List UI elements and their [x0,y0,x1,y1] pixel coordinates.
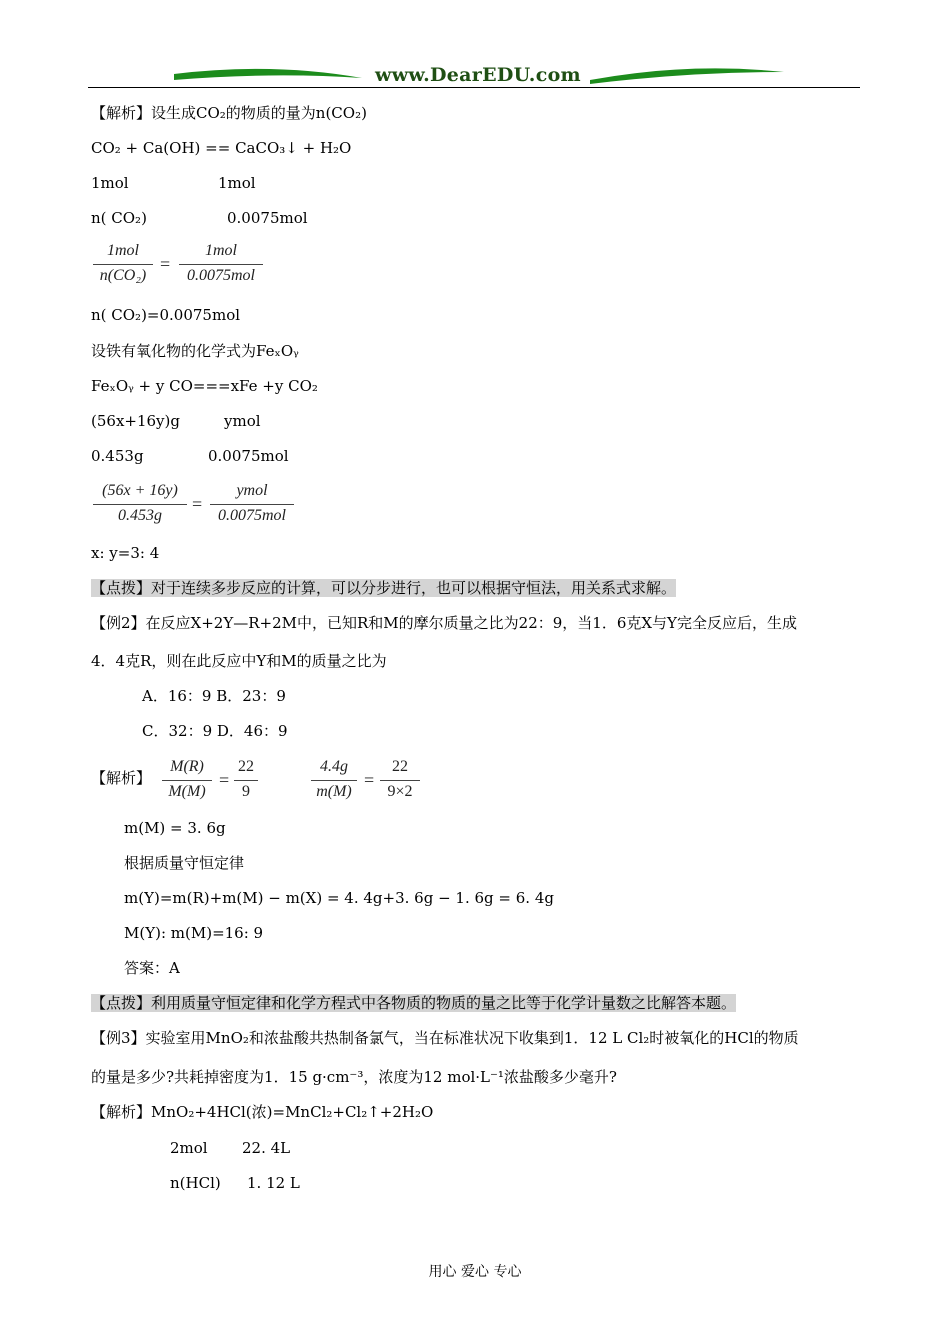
line-mol-b: 1mol [218,174,256,192]
fraction-2-equals: = [192,494,203,514]
fraction-3-den-1: M(M) [168,783,206,800]
fraction-1-num-1: 1mol [107,242,139,259]
line-ratio-result: x: y=3: 4 [91,544,160,562]
example-3-line-2: 的量是多少?共耗掉密度为1．15 g·cm⁻³，浓度为12 mol·L⁻¹浓盐酸多少毫升? [91,1068,617,1086]
fraction-3-num-2: 22 [238,758,254,775]
line-set-formula: 设铁有氧化物的化学式为FeₓOᵧ [91,342,299,360]
header-wave-right-icon [588,64,788,88]
fraction-1-bar-2 [179,264,263,265]
step-4: M(Y): m(M)=16: 9 [124,924,264,942]
line-nco2-b: 0.0075mol [227,209,308,227]
relation-2-b: 1. 12 L [247,1174,300,1192]
tip-2 [91,993,736,1013]
fraction-3-den-2: 9 [242,783,250,800]
fraction-1-bar-1 [93,264,153,265]
line-nco2-a: n( CO₂) [91,209,147,227]
analysis-3-equation: 【解析】MnO₂+4HCl(浓)=MnCl₂+Cl₂↑+2H₂O [91,1103,434,1121]
fraction-3-num-1: M(R) [170,758,204,775]
line-nco2-result: n( CO₂)=0.0075mol [91,306,241,324]
fraction-4 [309,758,429,808]
fraction-1-num-2: 1mol [205,242,237,259]
fraction-2-den-1: 0.453g [118,507,162,524]
fraction-3-bar-2 [234,780,258,781]
fraction-3 [160,758,260,808]
fraction-2-bar-2 [210,504,294,505]
example-2-options-cd: C．32：9 D．46：9 [142,722,288,740]
line-mass-b: ymol [224,412,261,430]
fraction-4-bar-2 [380,780,420,781]
line-equation-1: CO₂ + Ca(OH) == CaCO₃↓ + H₂O [91,139,352,157]
fraction-4-num-1: 4.4g [320,758,348,775]
line-value-b: 0.0075mol [208,447,289,465]
fraction-2-num-1: (56x + 16y) [102,482,178,499]
fraction-1-den-2: 0.0075mol [187,267,255,284]
step-2: 根据质量守恒定律 [124,854,245,872]
answer: 答案：A [124,959,180,977]
relation-2-a: n(HCl) [170,1174,221,1192]
header-rule [88,87,860,88]
fraction-1-den-1: n(CO₂) [99,267,147,284]
fraction-2-den-2: 0.0075mol [218,507,286,524]
tip-1-text: 【点拨】对于连续多步反应的计算，可以分步进行，也可以根据守恒法，用关系式求解。 [91,579,677,597]
fraction-4-equals: = [364,770,375,790]
relation-1-a: 2mol [170,1139,208,1157]
page-footer: 用心 爱心 专心 [428,1264,522,1280]
page-header [88,58,860,90]
step-1: m(M) = 3. 6g [124,819,226,837]
line-equation-2: FeₓOᵧ + y CO===xFe +y CO₂ [91,377,318,395]
fraction-1 [91,242,271,292]
tip-2-text: 【点拨】利用质量守恒定律和化学方程式中各物质的物质的量之比等于化学计量数之比解答本题。 [91,994,737,1012]
fraction-1-equals: = [160,254,171,274]
line-mol-a: 1mol [91,174,129,192]
analysis-2-label: 【解析】 [91,769,152,787]
example-3-line-1: 【例3】实验室用MnO₂和浓盐酸共热制备氯气，当在标准状况下收集到1．12 L Cl₂时被氧化的HCl的物质 [91,1029,799,1047]
tip-1 [91,578,676,598]
fraction-2-num-2: ymol [236,482,268,499]
fraction-2 [91,482,301,532]
line-analysis-1: 【解析】设生成CO₂的物质的量为n(CO₂) [91,104,367,122]
example-2-line-2: 4．4克R，则在此反应中Y和M的质量之比为 [91,652,387,670]
fraction-3-equals: = [219,770,230,790]
fraction-4-den-2: 9×2 [387,783,413,800]
site-logo-text: www.DearEDU.com [375,64,581,86]
header-wave-left-icon [172,64,372,88]
example-2-options-ab: A．16：9 B．23：9 [142,687,286,705]
fraction-4-num-2: 22 [392,758,408,775]
line-value-a: 0.453g [91,447,144,465]
fraction-2-bar-1 [93,504,187,505]
line-mass-a: (56x+16y)g [91,412,180,430]
fraction-4-den-1: m(M) [316,783,352,800]
fraction-3-bar-1 [162,780,212,781]
step-3: m(Y)=m(R)+m(M) − m(X) = 4. 4g+3. 6g − 1. 6g = 6. 4g [124,889,554,907]
relation-1-b: 22. 4L [242,1139,291,1157]
example-2-line-1: 【例2】在反应X+2Y—R+2M中，已知R和M的摩尔质量之比为22：9，当1．6克X与Y完全反应后，生成 [91,614,797,632]
fraction-4-bar-1 [311,780,357,781]
